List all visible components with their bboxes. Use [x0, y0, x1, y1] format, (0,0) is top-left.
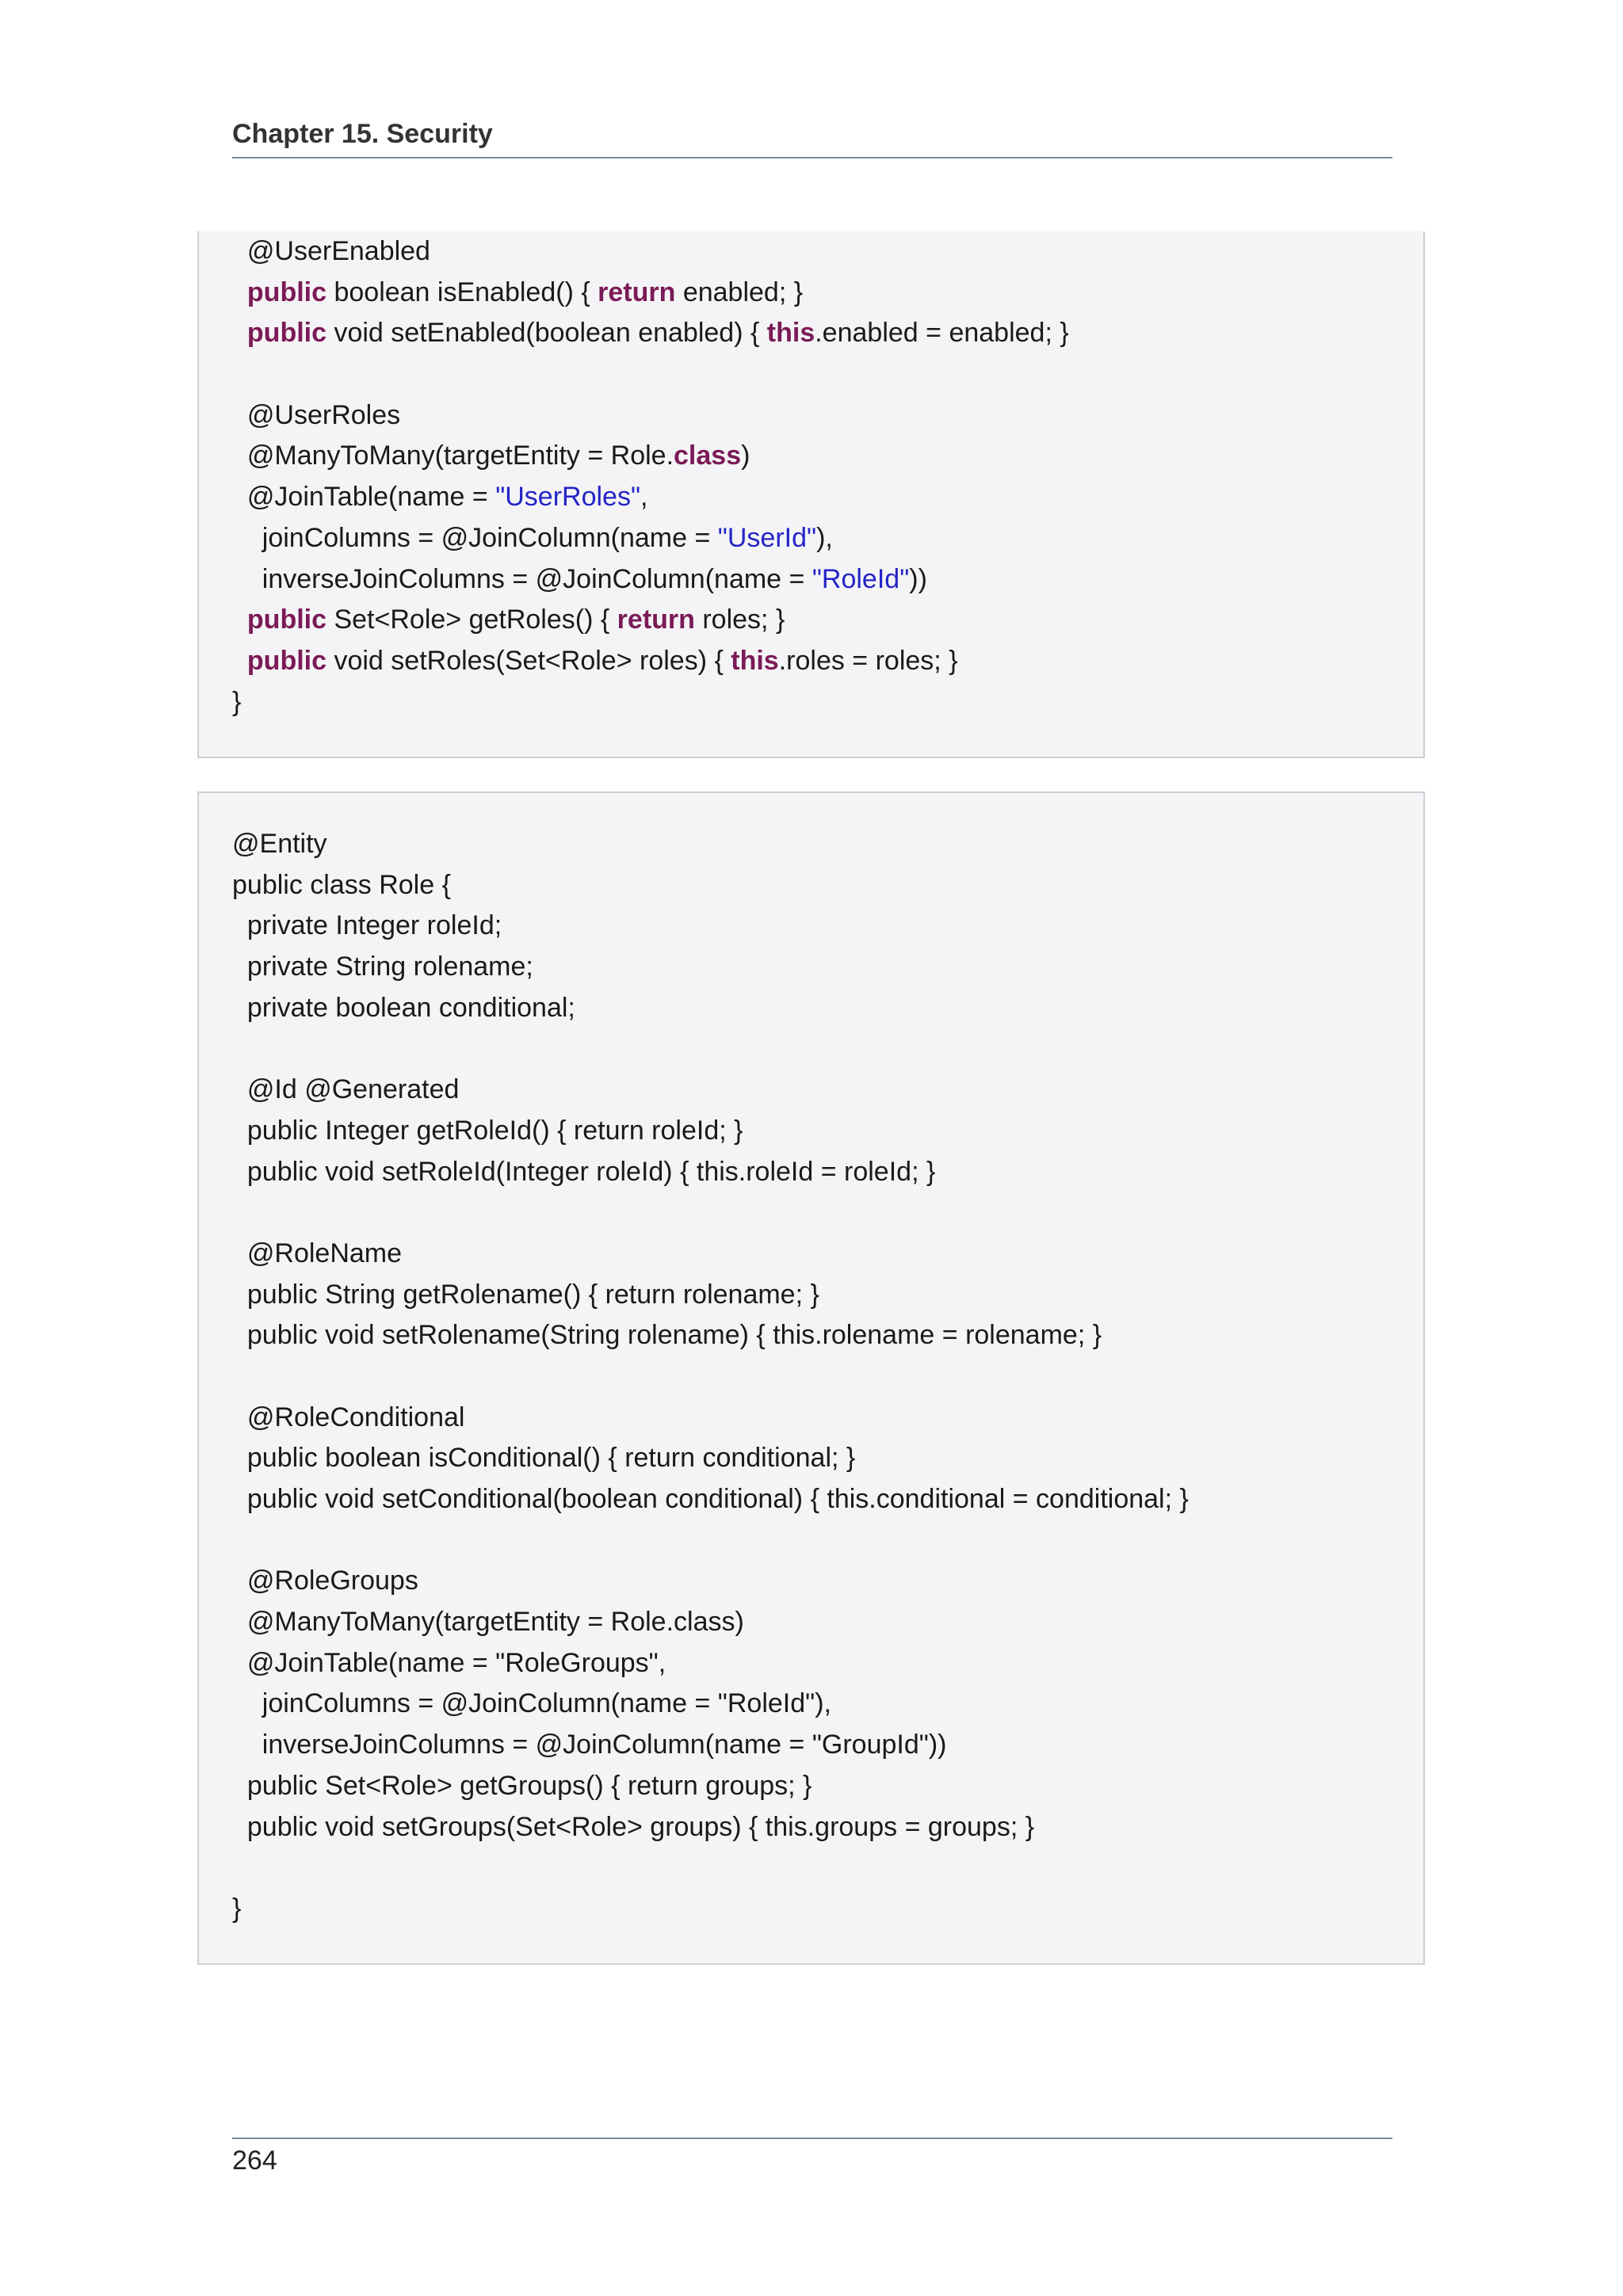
code-line	[232, 273, 1069, 314]
code-text: boolean isEnabled() {	[327, 277, 598, 307]
code-keyword: this	[766, 318, 815, 349]
code-line: @RoleConditional	[232, 1402, 465, 1432]
code-listing	[232, 824, 1189, 1930]
code-line	[232, 1192, 1189, 1234]
code-text: void setEnabled(boolean enabled) {	[327, 318, 767, 349]
code-text	[232, 646, 247, 676]
code-line: @RoleName	[232, 1238, 403, 1268]
code-line: private Integer roleId;	[232, 910, 502, 941]
code-line: public void setGroups(Set<Role> groups) { this.groups = groups; }	[232, 1811, 1035, 1842]
code-line: public Set<Role> getGroups() { return groups; }	[232, 1770, 812, 1801]
code-text: )	[741, 441, 750, 471]
code-line: joinColumns = @JoinColumn(name = "RoleId"),	[232, 1688, 831, 1719]
code-line: public Integer getRoleId() { return roleId; }	[232, 1115, 743, 1146]
code-line	[232, 354, 1069, 395]
code-text: ))	[909, 563, 927, 594]
code-text	[232, 277, 247, 307]
code-text	[232, 318, 247, 348]
code-block-user-continued	[197, 231, 1425, 758]
code-text: ),	[816, 522, 833, 553]
code-block-role-entity	[197, 791, 1425, 1965]
code-line	[232, 600, 1069, 641]
code-text: @UserEnabled	[232, 236, 430, 266]
code-line: public class Role {	[232, 869, 451, 900]
code-text: @UserRoles	[232, 399, 401, 430]
code-listing	[232, 231, 1069, 723]
code-line: }	[232, 1893, 242, 1924]
code-line	[232, 682, 1069, 723]
code-line: @JoinTable(name = "RoleGroups",	[232, 1647, 666, 1678]
code-line: inverseJoinColumns = @JoinColumn(name = "GroupId"))	[232, 1730, 947, 1760]
code-line	[232, 518, 1069, 559]
code-string: "RoleId"	[812, 563, 910, 594]
code-line	[232, 1028, 1189, 1070]
code-text: @JoinTable(name =	[232, 482, 496, 513]
code-line	[232, 477, 1069, 518]
code-keyword: this	[731, 645, 779, 676]
code-keyword: public	[246, 277, 327, 307]
code-keyword: public	[246, 318, 327, 349]
code-string: "UserId"	[717, 522, 817, 553]
code-line: public void setRolename(String rolename) { this.rolename = rolename; }	[232, 1320, 1102, 1351]
code-line	[232, 559, 1069, 601]
code-text: Set<Role> getRoles() {	[327, 605, 617, 635]
code-keyword: return	[598, 277, 676, 307]
code-line: private String rolename;	[232, 952, 533, 982]
code-text: .roles = roles; }	[778, 645, 958, 676]
code-keyword: public	[246, 605, 327, 635]
code-line: @RoleGroups	[232, 1566, 418, 1596]
code-line	[232, 1520, 1189, 1562]
code-line: public void setConditional(boolean conditional) { this.conditional = conditional; }	[232, 1484, 1189, 1514]
code-line: public void setRoleId(Integer roleId) { this.roleId = roleId; }	[232, 1156, 936, 1187]
code-line	[232, 313, 1069, 354]
page-footer	[232, 2138, 1392, 2176]
code-keyword: public	[246, 645, 327, 676]
code-line	[232, 641, 1069, 682]
page-number: 264	[232, 2145, 277, 2176]
code-text: enabled; }	[675, 277, 804, 307]
code-line: public boolean isConditional() { return conditional; }	[232, 1443, 856, 1474]
chapter-title: Chapter 15. Security	[232, 119, 493, 149]
code-line: @Entity	[232, 829, 327, 859]
code-text: }	[232, 686, 242, 717]
code-text	[232, 605, 247, 635]
code-line: private boolean conditional;	[232, 992, 575, 1023]
code-keyword: class	[674, 441, 742, 471]
code-text: ,	[640, 482, 648, 513]
code-line	[232, 436, 1069, 477]
code-text: inverseJoinColumns = @JoinColumn(name =	[232, 563, 812, 594]
code-line	[232, 1848, 1189, 1889]
code-text: roles; }	[694, 605, 785, 635]
code-line: @ManyToMany(targetEntity = Role.class)	[232, 1607, 744, 1638]
code-text: void setRoles(Set<Role> roles) {	[327, 645, 731, 676]
code-text: joinColumns = @JoinColumn(name =	[232, 522, 718, 553]
code-text: .enabled = enabled; }	[815, 318, 1069, 349]
code-keyword: return	[617, 605, 695, 635]
code-line: @Id @Generated	[232, 1074, 460, 1105]
page-header	[232, 116, 1392, 158]
code-string: "UserRoles"	[495, 482, 641, 513]
code-line: public String getRolename() { return rolename; }	[232, 1279, 819, 1310]
code-line	[232, 395, 1069, 437]
code-line	[232, 231, 1069, 273]
code-line	[232, 1356, 1189, 1398]
code-text: @ManyToMany(targetEntity = Role.	[232, 441, 674, 471]
